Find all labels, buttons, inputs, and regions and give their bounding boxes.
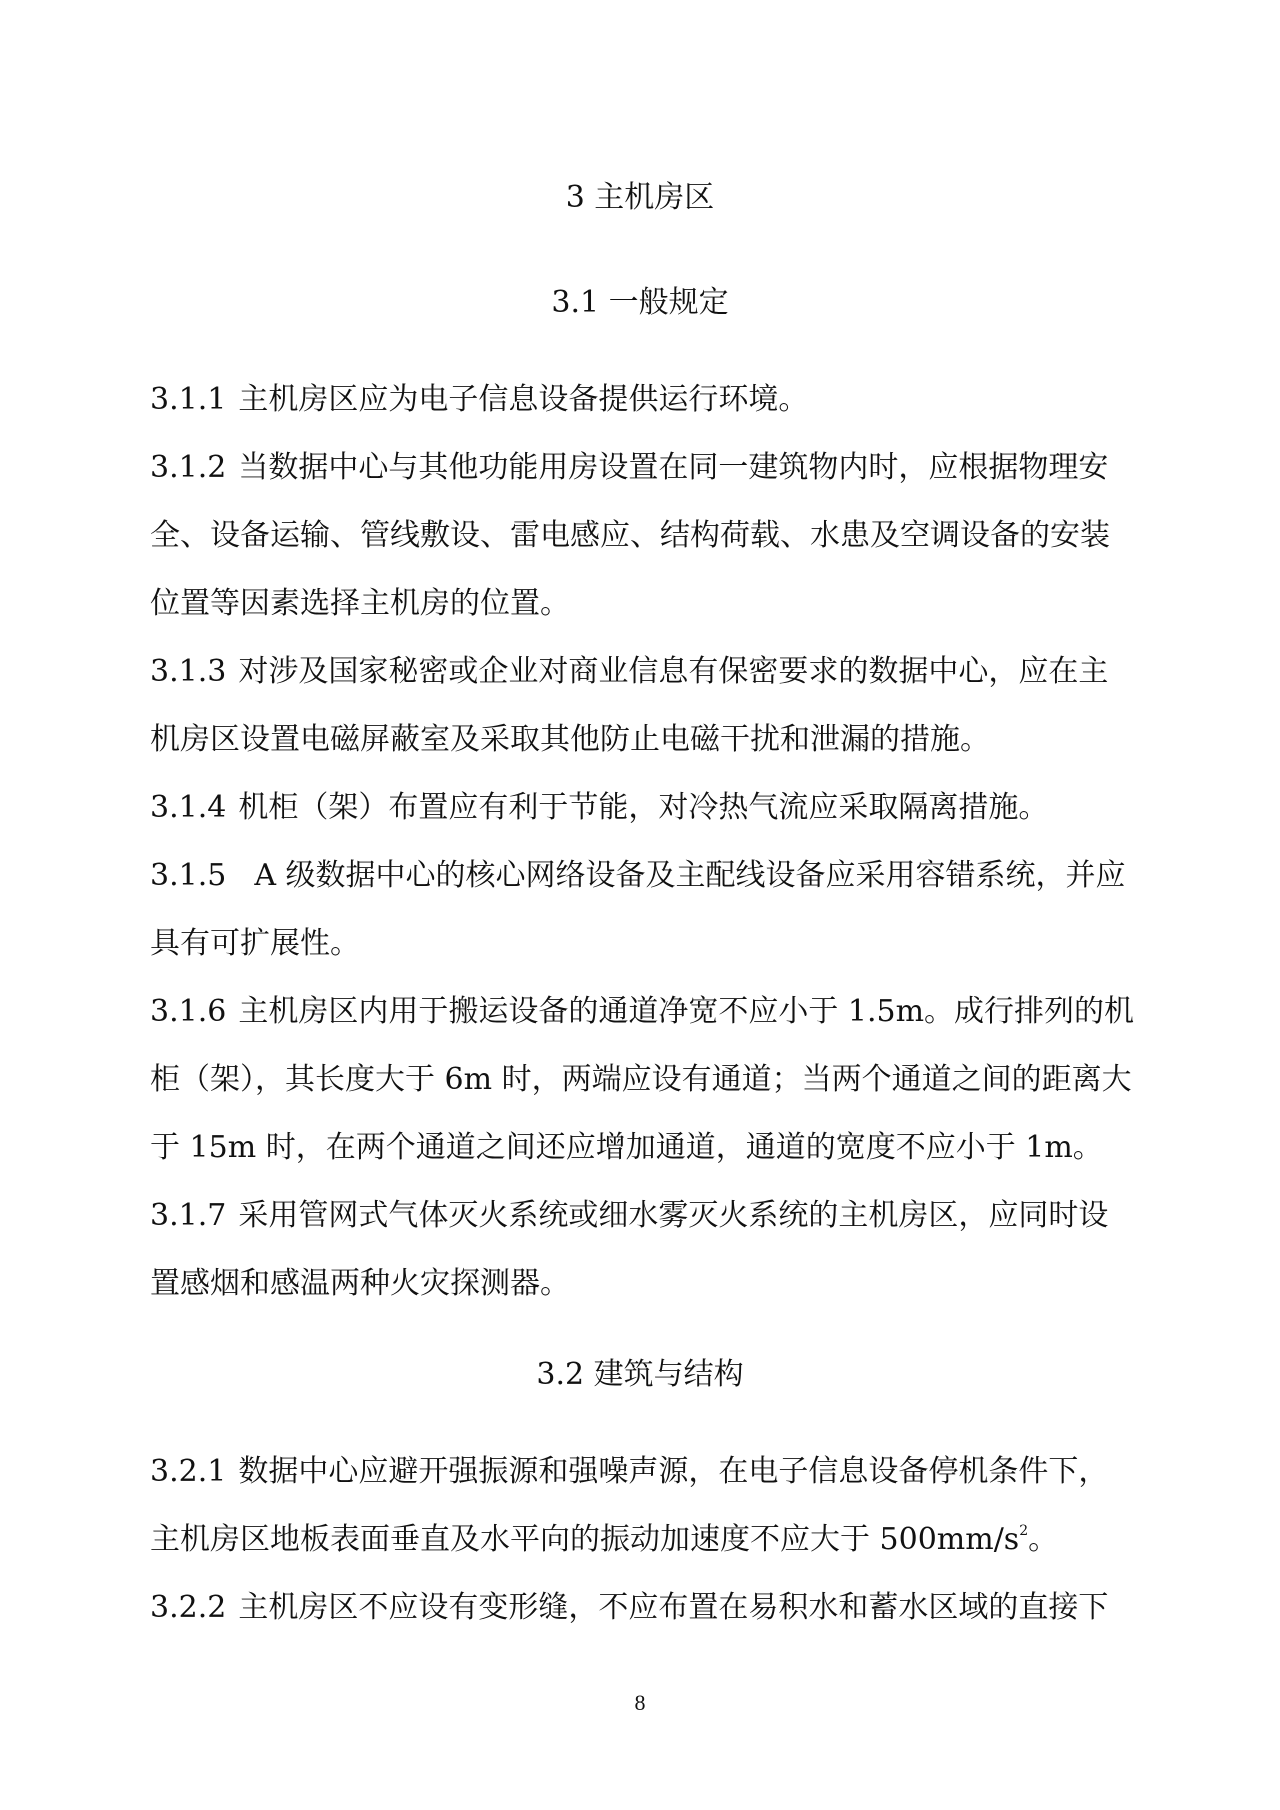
clause-number: 3.1.6 <box>150 994 227 1029</box>
clause-3-1-6-line-3: 于 15m 时，在两个通道之间还应增加通道，通道的宽度不应小于 1m。 <box>150 1130 1103 1165</box>
clause-3-2-1-line-2 <box>150 1520 1140 1560</box>
clause-text: 当数据中心与其他功能用房设置在同一建筑物内时，应根据物理安 <box>238 450 1109 485</box>
clause-text: 主机房区不应设有变形缝，不应布置在易积水和蓄水区域的直接下 <box>238 1590 1109 1625</box>
clause-number: 3.1.3 <box>150 654 227 689</box>
clause-number: 3.2.1 <box>150 1454 227 1489</box>
page-number: 8 <box>634 1690 646 1715</box>
clause-number: 3.2.2 <box>150 1590 227 1625</box>
clause-text-end: 。 <box>1028 1522 1059 1557</box>
section-title-3-1: 3.1 一般规定 <box>551 285 729 320</box>
section-title-3-2: 3.2 建筑与结构 <box>536 1357 744 1392</box>
clause-3-1-5 <box>150 856 1140 896</box>
clause-text: 主机房区内用于搬运设备的通道净宽不应小于 1.5m。成行排列的机 <box>238 994 1135 1029</box>
clause-3-1-4 <box>150 788 1140 828</box>
clause-text: 采用管网式气体灭火系统或细水雾灭火系统的主机房区，应同时设 <box>238 1198 1109 1233</box>
clause-3-1-5-line-2: 具有可扩展性。 <box>150 926 360 961</box>
clause-text: 主机房区地板表面垂直及水平向的振动加速度不应大于 500mm/s <box>150 1522 1020 1557</box>
superscript: 2 <box>1019 1523 1029 1539</box>
clause-text: 对涉及国家秘密或企业对商业信息有保密要求的数据中心，应在主 <box>238 654 1109 689</box>
clause-3-2-1 <box>150 1452 1140 1492</box>
clause-3-1-2-line-3: 位置等因素选择主机房的位置。 <box>150 586 570 621</box>
clause-text: 机柜（架）布置应有利于节能，对冷热气流应采取隔离措施。 <box>238 790 1049 825</box>
chapter-title: 3 主机房区 <box>565 180 715 215</box>
clause-3-1-3-line-2: 机房区设置电磁屏蔽室及采取其他防止电磁干扰和泄漏的措施。 <box>150 722 990 757</box>
clause-3-1-3 <box>150 652 1140 692</box>
clause-3-1-7-line-2: 置感烟和感温两种火灾探测器。 <box>150 1266 570 1301</box>
clause-3-1-2-line-2: 全、设备运输、管线敷设、雷电感应、结构荷载、水患及空调设备的安装 <box>150 518 1110 553</box>
clause-text: 主机房区应为电子信息设备提供运行环境。 <box>238 382 809 417</box>
clause-3-1-2 <box>150 448 1140 488</box>
clause-text: 数据中心应避开强振源和强噪声源，在电子信息设备停机条件下， <box>238 1454 1109 1489</box>
clause-number: 3.1.5 <box>150 858 227 893</box>
clause-3-2-2 <box>150 1588 1140 1628</box>
clause-number: 3.1.1 <box>150 382 227 417</box>
clause-3-1-1 <box>150 380 1140 420</box>
clause-3-1-6 <box>150 992 1140 1032</box>
clause-number: 3.1.4 <box>150 790 227 825</box>
clause-number: 3.1.2 <box>150 450 227 485</box>
clause-text: A 级数据中心的核心网络设备及主配线设备应采用容错系统，并应 <box>254 858 1126 893</box>
clause-3-1-7 <box>150 1196 1140 1236</box>
clause-3-1-6-line-2: 柜（架），其长度大于 6m 时，两端应设有通道；当两个通道之间的距离大 <box>150 1062 1132 1097</box>
clause-number: 3.1.7 <box>150 1198 227 1233</box>
